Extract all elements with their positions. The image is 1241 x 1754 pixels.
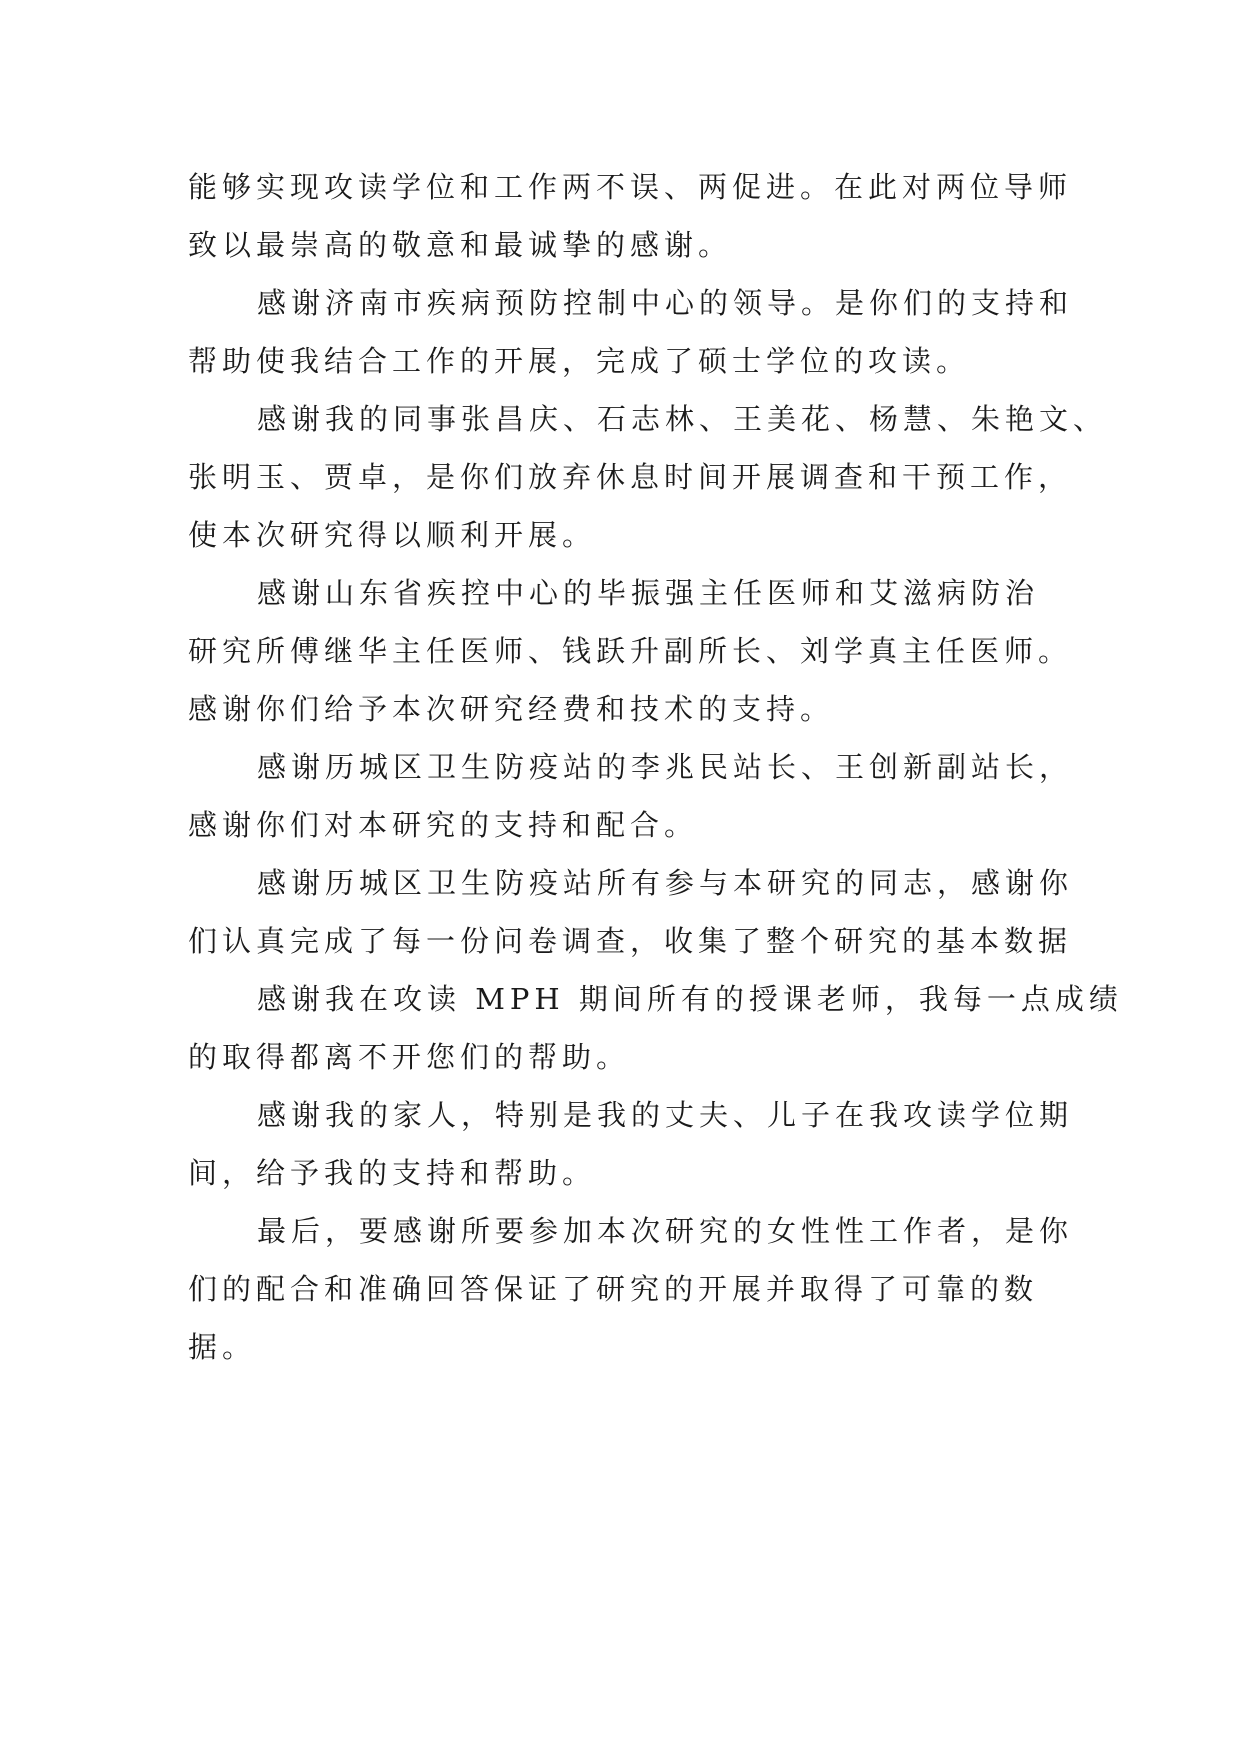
text-line: 感谢你们对本研究的支持和配合。 — [188, 808, 699, 842]
text-line: 使本次研究得以顺利开展。 — [188, 518, 597, 552]
text-line: 能够实现攻读学位和工作两不误、两促进。在此对两位导师 — [188, 170, 1073, 204]
text-line: 感谢你们给予本次研究经费和技术的支持。 — [188, 692, 835, 726]
text-line: 的取得都离不开您们的帮助。 — [188, 1040, 631, 1074]
text-line: 致以最崇高的敬意和最诚挚的感谢。 — [188, 228, 733, 262]
text-line: 感谢我的家人，特别是我的丈夫、儿子在我攻读学位期 — [257, 1098, 1074, 1132]
text-line: 感谢济南市疾病预防控制中心的领导。是你们的支持和 — [257, 286, 1074, 320]
text-line: 帮助使我结合工作的开展，完成了硕士学位的攻读。 — [188, 344, 971, 378]
text-line: 最后，要感谢所要参加本次研究的女性性工作者，是你 — [257, 1214, 1074, 1248]
acknowledgements-text — [188, 158, 1123, 1376]
text-line: 感谢山东省疾控中心的毕振强主任医师和艾滋病防治 — [257, 576, 1040, 610]
text-line: 感谢我在攻读 MPH 期间所有的授课老师，我每一点成绩 — [257, 982, 1123, 1016]
text-line: 感谢历城区卫生防疫站的李兆民站长、王创新副站长， — [257, 750, 1074, 784]
text-line: 间，给予我的支持和帮助。 — [188, 1156, 597, 1190]
text-line: 们的配合和准确回答保证了研究的开展并取得了可靠的数 — [188, 1272, 1039, 1306]
text-line: 感谢我的同事张昌庆、石志林、王美花、杨慧、朱艳文、 — [257, 402, 1108, 436]
text-line: 研究所傅继华主任医师、钱跃升副所长、刘学真主任医师。 — [188, 634, 1073, 668]
text-line: 们认真完成了每一份问卷调查，收集了整个研究的基本数据 — [188, 924, 1073, 958]
text-line: 据。 — [188, 1330, 257, 1364]
text-line: 张明玉、贾卓，是你们放弃休息时间开展调查和干预工作， — [188, 460, 1073, 494]
text-line: 感谢历城区卫生防疫站所有参与本研究的同志，感谢你 — [257, 866, 1074, 900]
